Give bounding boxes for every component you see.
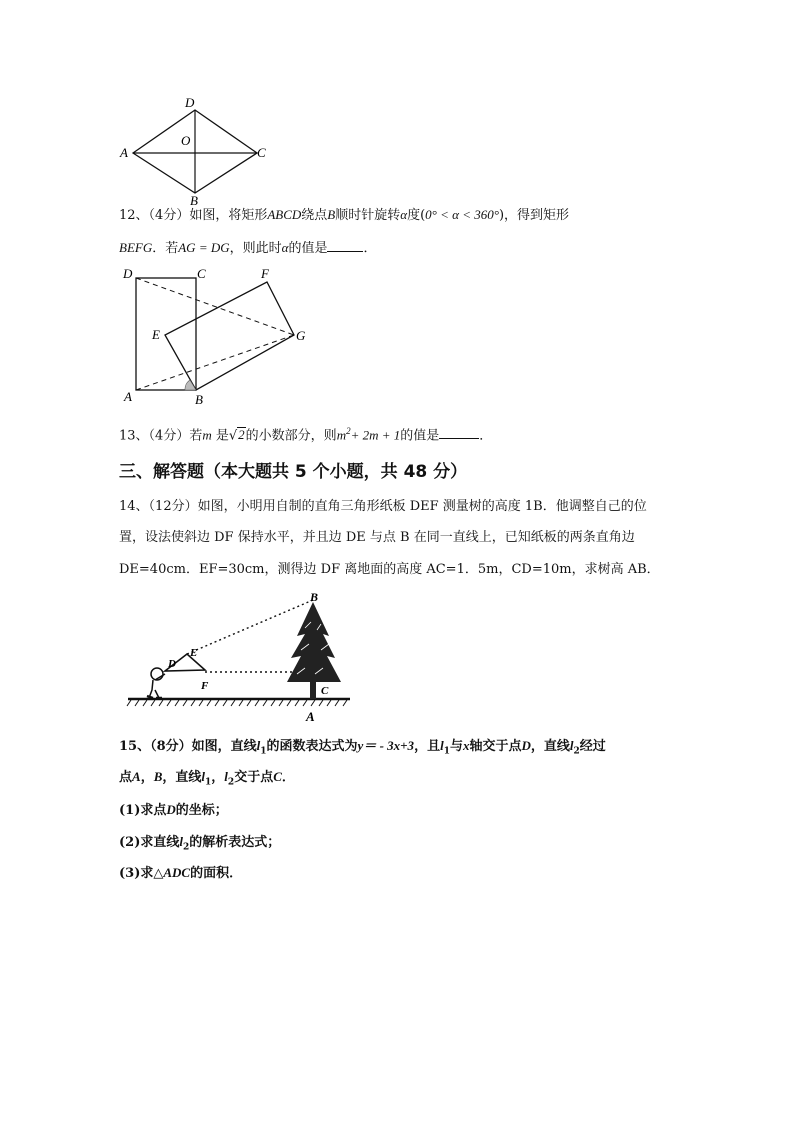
q13-expr-rest: + 2m + 1	[350, 427, 401, 443]
label-D: D	[168, 658, 176, 670]
q15-part3	[119, 863, 242, 884]
q15-sub: 1	[443, 746, 450, 757]
label-B: B	[310, 590, 319, 604]
q15-sub: 2	[573, 746, 580, 757]
q14-line3: DE=40cm．EF=30cm，测得边 DF 离地面的高度 AC=1．5m，CD=10m，求树高 AB．	[119, 562, 660, 577]
q12-text: ，则此时	[229, 241, 282, 256]
q15-text: 的坐标；	[175, 803, 228, 818]
tree-icon	[287, 602, 341, 699]
q12-text: 的值是	[288, 241, 328, 256]
q15-l1: l	[256, 738, 261, 753]
label-F: F	[201, 680, 209, 692]
q15-D: D	[521, 738, 531, 753]
q13-expr-m: m	[336, 427, 347, 443]
q15-part2	[119, 832, 280, 858]
label-D: D	[123, 266, 133, 281]
sqrt-radicand: 2	[238, 427, 245, 443]
label-D: D	[185, 95, 195, 110]
answer-blank	[327, 238, 363, 252]
q15-sub: 1	[260, 746, 267, 757]
label-C: C	[197, 266, 206, 281]
answer-blank	[439, 425, 479, 439]
q13-text: 13、（4分）若	[119, 428, 203, 444]
label-A: A	[124, 389, 132, 404]
label-B: B	[195, 392, 203, 407]
q15-line1	[119, 736, 606, 762]
q15-text: (3)求△	[119, 866, 164, 881]
q15-text: 的解析表达式；	[189, 835, 281, 850]
q15-text: (1)求点	[119, 803, 167, 818]
q15-adc: ADC	[163, 865, 191, 880]
q15-text: 经过	[579, 739, 606, 754]
label-F: F	[261, 266, 269, 281]
q15-sub: 2	[182, 842, 190, 853]
q12-abcd: ABCD	[267, 207, 302, 222]
label-E: E	[152, 327, 160, 342]
q15-l1: l	[440, 738, 444, 753]
q15-l1: l	[201, 769, 206, 784]
q12-line1	[119, 205, 569, 226]
q12-text: ．若	[152, 241, 179, 256]
q15-A: A	[132, 769, 141, 784]
q15-l2: l	[569, 738, 574, 753]
person-icon	[147, 668, 165, 698]
q12-text: ．	[363, 241, 377, 256]
q15-line2	[119, 767, 295, 793]
q12-befg: BEFG	[119, 240, 153, 255]
q15-text: ，	[211, 770, 225, 785]
q13-exponent: 2	[346, 426, 351, 436]
q15-text: (2)求直线	[119, 835, 180, 850]
label-C: C	[321, 685, 329, 697]
q15-text: 15、（8分）如图，直线	[119, 739, 257, 754]
q12-text: 12、（4分）如图，将矩形	[119, 208, 268, 223]
q15-text: 交于点	[234, 770, 274, 785]
label-G: G	[296, 328, 306, 343]
tree-measurement-figure	[125, 588, 355, 723]
q12-alpha: α	[400, 207, 408, 222]
q15-text: 的函数表达式为	[266, 739, 358, 754]
section-title: 三、解答题（本大题共 5 个小题，共 48 分）	[119, 462, 468, 482]
label-E: E	[190, 647, 198, 659]
rectangle-rotation-figure	[115, 262, 315, 407]
q15-l2: l	[224, 769, 228, 784]
rhombus-figure	[115, 95, 275, 205]
q15-sub: 2	[227, 777, 235, 788]
q12-range: 0° < α < 360°	[425, 207, 499, 222]
label-B: B	[190, 193, 198, 205]
q13-text: 是	[215, 428, 229, 444]
q13-text: 的小数部分，则	[245, 428, 337, 444]
q15-text: 点	[119, 770, 133, 785]
q15-l2: l	[179, 834, 183, 849]
q12-alpha: α	[281, 240, 289, 255]
q15-text: ．	[281, 770, 295, 785]
q15-part1	[119, 800, 228, 821]
label-A: A	[120, 145, 128, 160]
q15-text: ，且	[414, 739, 441, 754]
q15-sub: 1	[205, 777, 212, 788]
q12-cond: AG = DG	[178, 240, 230, 255]
q13-m: m	[202, 427, 212, 443]
q15-text: ，直线	[530, 739, 570, 754]
q14-line2: 置，设法使斜边 DF 保持水平，并且边 DE 与点 B 在同一直线上，已知纸板的两条直角边	[119, 530, 635, 545]
label-O: O	[181, 133, 191, 148]
q12-line2	[119, 238, 377, 259]
q13-text: 的值是	[400, 428, 440, 444]
label-A: A	[306, 709, 315, 723]
q13-text: ．	[479, 428, 493, 444]
q15-C: C	[273, 769, 282, 784]
q15-D: D	[166, 802, 176, 817]
q15-text: 与	[449, 739, 463, 754]
q15-function: y＝ - 3x+3	[357, 738, 415, 753]
label-C: C	[257, 145, 266, 160]
q12-text: 绕点	[301, 208, 328, 223]
q13-line	[119, 421, 492, 446]
q15-text: 的面积．	[190, 866, 243, 881]
q14-line1: 14、（12分）如图，小明用自制的直角三角形纸板 DEF 测量树的高度 1B．他调整自己的位	[119, 499, 647, 514]
q15-text: ，直线	[162, 770, 202, 785]
q15-text: ，	[140, 770, 154, 785]
q12-b: B	[327, 207, 336, 222]
q12-text: 顺时针旋转	[335, 208, 401, 223]
q12-text: )，得到矩形	[498, 208, 570, 223]
q15-x: x	[462, 738, 470, 753]
sqrt-symbol: √	[228, 428, 238, 444]
q15-B: B	[153, 769, 163, 784]
q15-text: 轴交于点	[469, 739, 522, 754]
q12-text: 度(	[407, 208, 426, 223]
